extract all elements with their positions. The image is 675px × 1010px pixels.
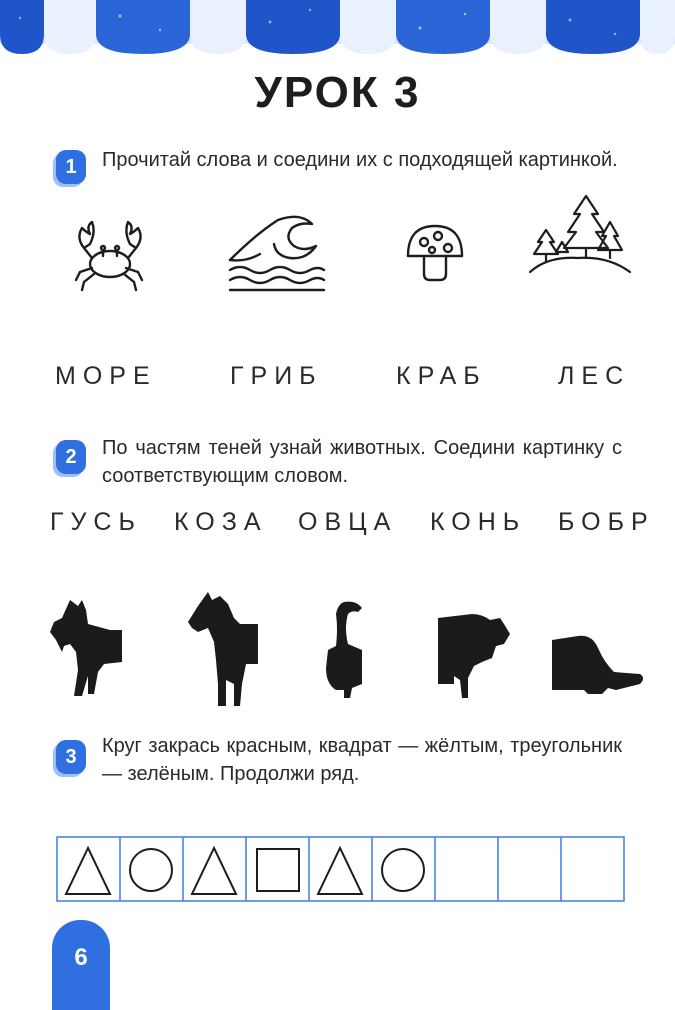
- mushroom-icon[interactable]: [404, 222, 466, 284]
- word-bobr[interactable]: БОБР: [558, 508, 655, 536]
- horse-silhouette[interactable]: [184, 588, 260, 708]
- task-2-badge: 2: [56, 440, 86, 474]
- wave-icon[interactable]: [226, 214, 326, 294]
- word-more[interactable]: МОРЕ: [55, 362, 157, 390]
- forest-icon[interactable]: [528, 192, 632, 284]
- crab-icon[interactable]: [72, 218, 148, 296]
- word-ovtsa[interactable]: ОВЦА: [298, 508, 398, 536]
- goose-silhouette[interactable]: [322, 598, 368, 702]
- circle-shape[interactable]: [382, 849, 424, 891]
- task-3-text: Круг закрась красным, квадрат — жёлтым, треугольник — зелёным. Продолжи ряд.: [102, 735, 622, 785]
- word-gus[interactable]: ГУСЬ: [50, 508, 142, 536]
- page-number: 6: [74, 944, 88, 971]
- task-1-text: Прочитай слова и соедини их с подходящей картинкой.: [102, 149, 618, 171]
- triangle-shape[interactable]: [192, 848, 236, 894]
- task-2-text: По частям теней узнай животных. Соедини картинку с соответствующим словом.: [102, 437, 622, 487]
- top-banner: [0, 0, 675, 60]
- lesson-title: УРОК 3: [254, 68, 421, 117]
- sheep-silhouette[interactable]: [434, 612, 512, 700]
- task-3-badge: 3: [56, 740, 86, 774]
- empty-cell[interactable]: [499, 838, 560, 900]
- triangle-shape[interactable]: [318, 848, 362, 894]
- word-kon[interactable]: КОНЬ: [430, 508, 527, 536]
- word-les[interactable]: ЛЕС: [558, 362, 631, 390]
- word-krab[interactable]: КРАБ: [396, 362, 487, 390]
- word-koza[interactable]: КОЗА: [174, 508, 268, 536]
- task-1-badge: 1: [56, 150, 86, 184]
- empty-cell[interactable]: [436, 838, 497, 900]
- shape-sequence-grid: [56, 836, 626, 904]
- circle-shape[interactable]: [130, 849, 172, 891]
- beaver-silhouette[interactable]: [548, 632, 648, 696]
- word-grib[interactable]: ГРИБ: [230, 362, 323, 390]
- triangle-shape[interactable]: [66, 848, 110, 894]
- empty-cell[interactable]: [562, 838, 623, 900]
- square-shape[interactable]: [257, 849, 299, 891]
- goat-silhouette[interactable]: [48, 596, 124, 700]
